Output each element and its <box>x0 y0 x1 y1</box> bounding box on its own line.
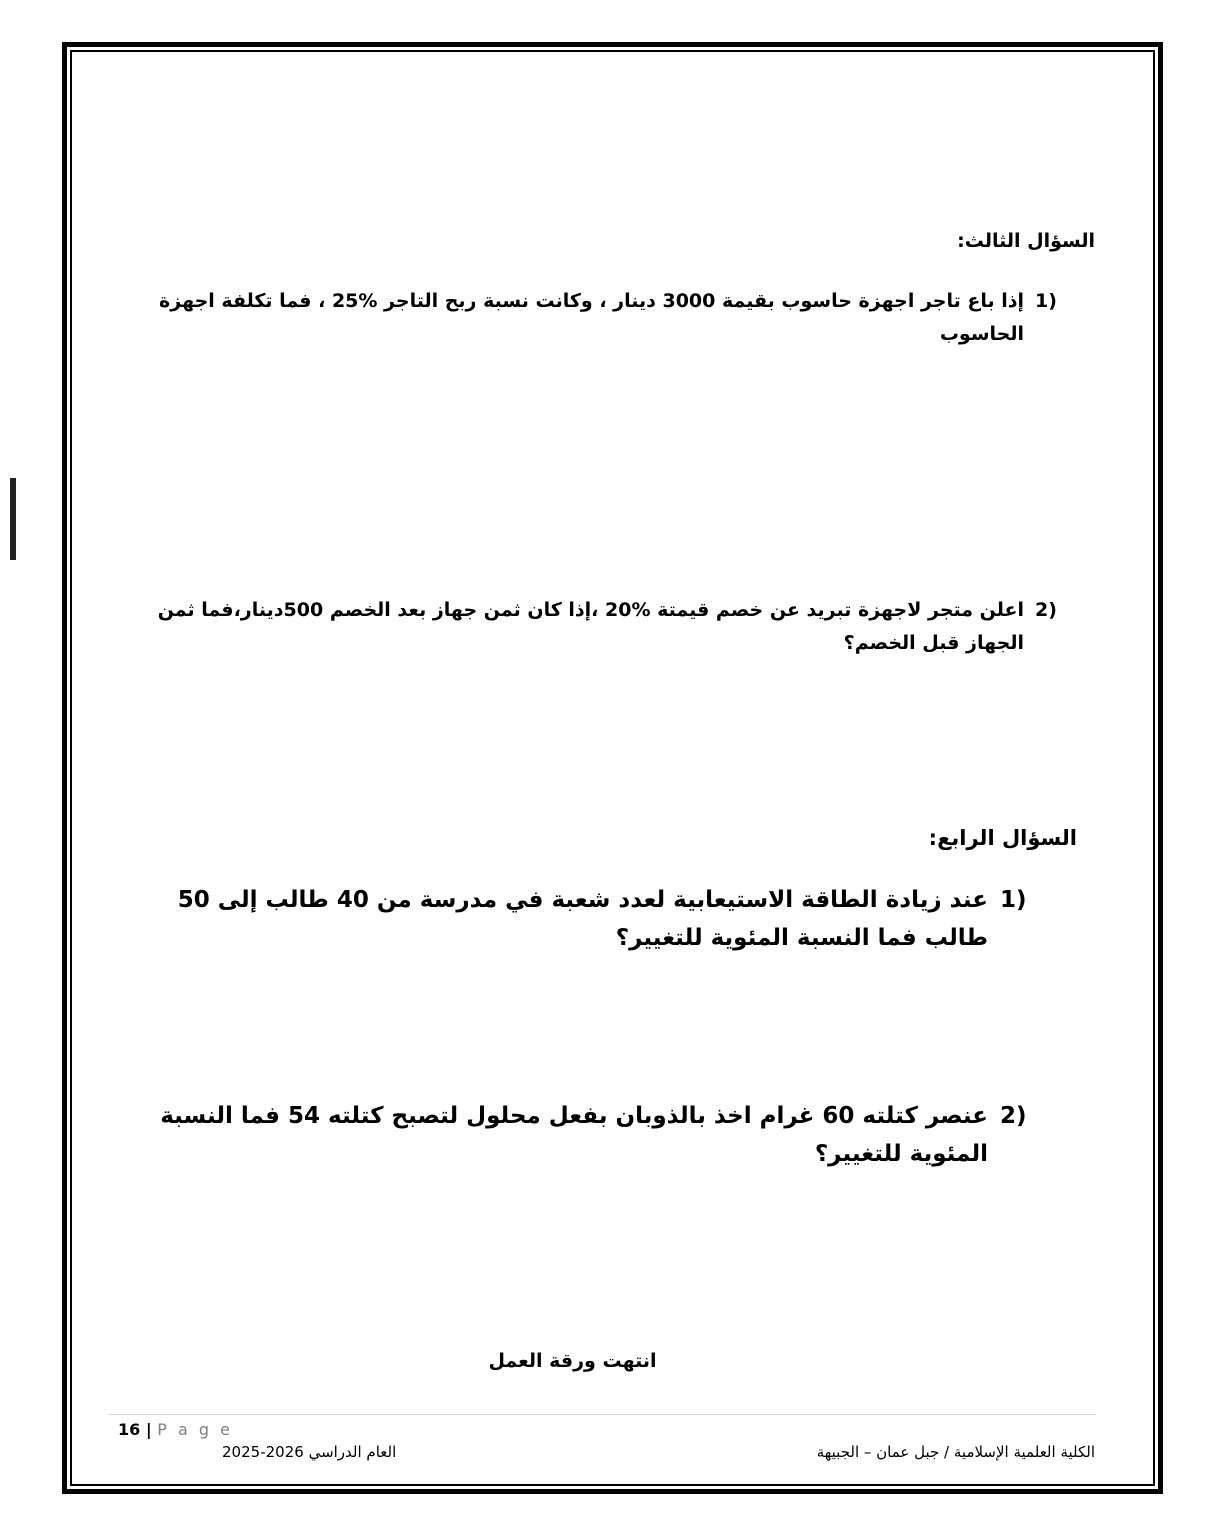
section4-q1-number: 1) <box>1000 887 1027 913</box>
section3-q2-number: 2) <box>1035 599 1057 621</box>
footer-school-name: الكلية العلمية الإسلامية / جبل عمان – الجبيهة <box>816 1443 1095 1461</box>
section4-q2-text: عنصر كتلته 60 غرام اخذ بالذوبان بفعل محلول لتصبح كتلته 54 فما النسبة المئوية للتغيير؟ <box>160 1103 988 1167</box>
page-word: P a g e <box>157 1420 233 1439</box>
page-border-inner <box>70 50 1155 1486</box>
section3-q1-text: إذا باع تاجر اجهزة حاسوب بقيمة 3000 دينار ، وكانت نسبة ربح التاجر %25 ، فما تكلفة اجهزة الحاسوب <box>159 290 1024 345</box>
worksheet-end-text: انتهت ورقة العمل <box>488 1350 657 1372</box>
scan-edge-mark <box>10 478 16 560</box>
section4-q2-number: 2) <box>1000 1103 1027 1129</box>
footer-academic-year: العام الدراسي 2026-2025 <box>222 1443 397 1461</box>
section3-q1-number: 1) <box>1035 290 1057 312</box>
section3-heading: السؤال الثالث: <box>957 230 1095 252</box>
section4-q1-text: عند زيادة الطاقة الاستيعابية لعدد شعبة في مدرسة من 40 طالب إلى 50 طالب فما النسبة المئوية للتغيير؟ <box>177 887 988 951</box>
section3-q2-text: اعلن متجر لاجهزة تبريد عن خصم قيمتة %20 ،إذا كان ثمن جهاز بعد الخصم 500دينار،فما ثمن الجهاز قبل الخصم؟ <box>157 599 1024 654</box>
page-separator: | <box>145 1420 152 1439</box>
footer-divider <box>108 1414 1096 1415</box>
section4-heading: السؤال الرابع: <box>928 826 1077 850</box>
page-number: 16 <box>118 1420 141 1439</box>
page-number-block <box>118 1420 233 1439</box>
